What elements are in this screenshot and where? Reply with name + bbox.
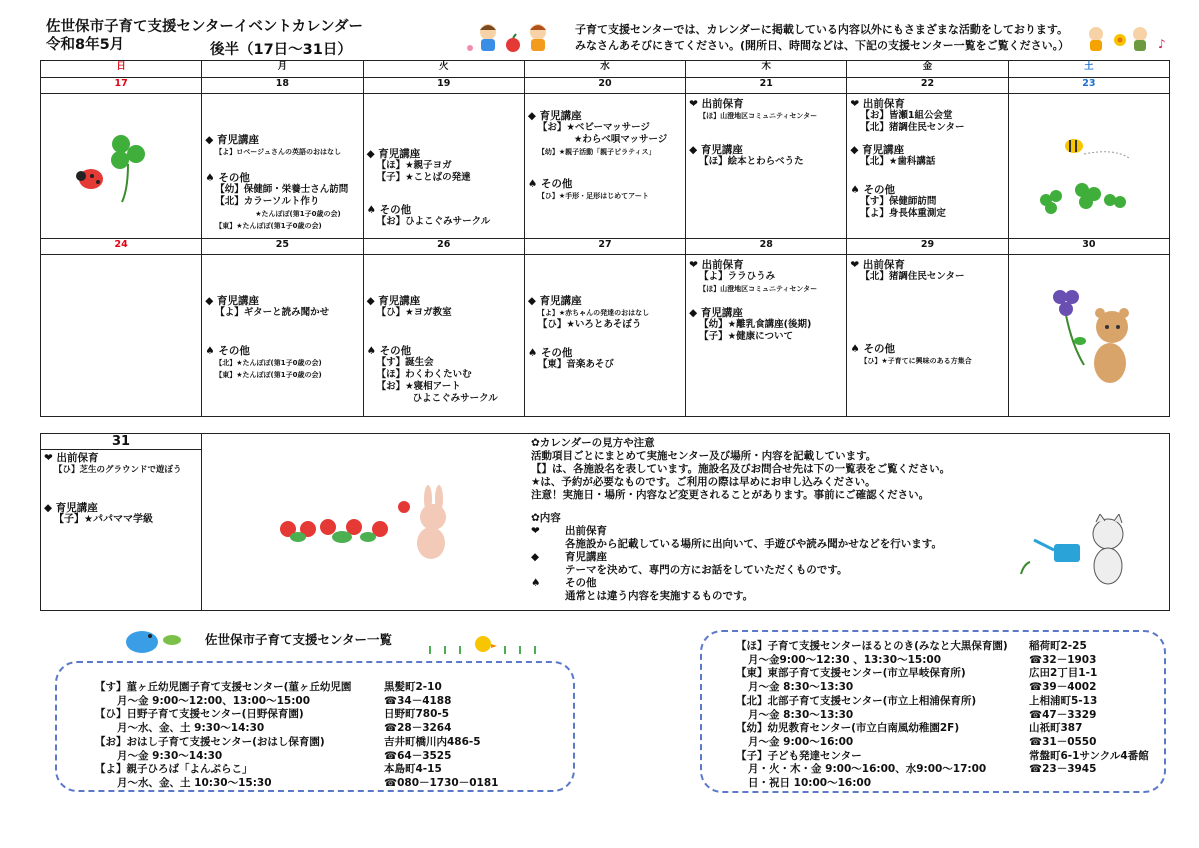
intro-line-2: みなさんあそびにきてください。(開所日、時間などは、下記の支援センター一覧をご覧ください。） <box>575 39 1070 52</box>
event-line: 【ひ】★手形・足形はじめてアート <box>537 192 649 200</box>
facility-hours: 月～金9:00～12:30 、13:30～15:00 <box>748 653 942 666</box>
facility-hours: 日・祝日 10:00～16:00 <box>748 777 872 790</box>
event-line <box>528 146 682 158</box>
facility-address: 黒髪町2-10 <box>384 681 442 693</box>
day-cell-20 <box>524 94 685 239</box>
event-row-1 <box>41 94 1170 239</box>
date-cell: 27 <box>524 239 685 255</box>
day-cell-26 <box>363 255 524 417</box>
legend-item-name: その他 <box>565 577 597 589</box>
facility-phone: ☎23－3945 <box>1029 763 1097 776</box>
legend-line: 注意！実施日・場所・内容など変更されることがあります。事前にご確認ください。 <box>531 489 930 501</box>
date-row-2 <box>41 239 1170 255</box>
day-cell-19 <box>363 94 524 239</box>
facility-name: 【東】東部子育て支援センター(市立早岐保育所) <box>736 667 966 680</box>
legend-item-desc: 通常とは違う内容を実施するものです。 <box>565 590 754 602</box>
section-header: ♠ その他 <box>850 184 895 196</box>
intro-line-1: 子育て支援センターでは、カレンダーに掲載している内容以外にもさまざまな活動をしております。 <box>575 23 1068 36</box>
event-line: 【よ】ロベージュさんの英語のおはなし <box>215 148 342 156</box>
section-header: ♠ その他 <box>366 345 412 357</box>
event-line: 【北】猪調住民センター <box>860 271 965 282</box>
kids-flower-illustration <box>1088 24 1168 54</box>
legend-item-desc: 各施設から記載している場所に出向いて、手遊びや読み聞かせなどを行います。 <box>565 538 942 550</box>
facility-phone: ☎34－4188 <box>384 694 452 707</box>
day-cell-22 <box>847 94 1008 239</box>
date-cell: 29 <box>847 239 1008 255</box>
event-line: ひよこぐみサークル <box>412 393 498 404</box>
legend-item <box>531 525 950 538</box>
facility-name: 【幼】幼児教育センター(市立白南風幼稚園2F) <box>736 722 960 735</box>
facility-contacts-left <box>384 681 498 791</box>
event-line: 【よ】身長体重測定 <box>860 208 946 219</box>
facility-list-title: 佐世保市子育て支援センター一覧 <box>205 632 393 647</box>
date-cell: 20 <box>524 78 685 94</box>
heart-icon: ❤ <box>531 525 540 537</box>
date-cell: 26 <box>363 239 524 255</box>
facility-phone: ☎31－0550 <box>1029 735 1097 748</box>
legend-title: ✿カレンダーの見方や注意 <box>531 437 655 449</box>
event-line: 【す】誕生会 <box>376 357 434 368</box>
event-line: 【よ】ララひうみ <box>699 271 776 282</box>
event-line: 【ほ】★親子ヨガ <box>376 160 452 171</box>
day-cell-31 <box>40 433 202 611</box>
facility-name: 【ひ】日野子育て支援センター(日野保育園) <box>95 708 304 721</box>
facility-address: 吉井町橋川内486-5 <box>384 735 481 748</box>
event-line: 【幼】保健師・栄養士さん訪問 <box>215 184 349 195</box>
section-header: ◆ 育児講座 <box>205 134 260 146</box>
title-text: 佐世保市子育て支援センターイベントカレンダー <box>46 19 364 35</box>
era-text: 令和8年5月 <box>46 37 125 53</box>
intro-text <box>575 22 1069 54</box>
legend-item-name: 出前保育 <box>565 525 607 537</box>
facility-hours: 月～水、金、土 9:30～14:30 <box>117 722 265 735</box>
event-line: 【ひ】芝生のグラウンドで遊ぼう <box>54 465 182 475</box>
facility-name: 【す】菫ヶ丘幼児園子育て支援センター(菫ヶ丘幼児園 <box>95 681 352 693</box>
strawberry-rabbit-illustration <box>276 479 451 559</box>
date-cell: 30 <box>1008 239 1169 255</box>
sprouts-bird-illustration <box>425 630 550 658</box>
event-line: 【北】★たんぽぽ(第1子0歳の会) <box>215 359 322 367</box>
event-line: 【子】★ことばの発達 <box>376 172 471 183</box>
event-line: 【東】★たんぽぽ(第1子0歳の会) <box>215 222 322 230</box>
date-cell: 21 <box>686 78 847 94</box>
legend-line: 【】は、各施設名を表しています。施設名及びお問合せ先は下の一覧表をご覧ください。 <box>531 463 951 475</box>
facility-hours: 月～金 9:30～14:30 <box>117 749 223 762</box>
section-header: ❤ 出前保育 <box>689 98 744 110</box>
facility-address: 山祇町387 <box>1029 722 1083 735</box>
children-illustration <box>460 18 555 54</box>
ladybug-clover-illustration <box>76 124 156 204</box>
event-line-text: 【ほ】山澄地区コミュニティセンター <box>699 285 818 293</box>
day-cell-18 <box>202 94 363 239</box>
weekday-sat: 土 <box>1008 61 1169 78</box>
facility-address: 稲荷町2-25 <box>1029 640 1087 652</box>
subtitle: 後半（17日～31日） <box>210 42 352 58</box>
date-cell: 22 <box>847 78 1008 94</box>
date-cell: 24 <box>41 239 202 255</box>
facility-hours: 月～金 8:30～13:30 <box>748 708 854 721</box>
event-line: 【ほ】山澄地区コミュニティセンター <box>699 112 818 120</box>
event-line: 【ひ】★ヨガ教室 <box>376 307 452 318</box>
legend-item-name: 育児講座 <box>565 551 607 563</box>
facility-box-left <box>55 661 575 792</box>
date-cell: 25 <box>202 239 363 255</box>
event-line: 【ほ】絵本とわらべうた <box>699 156 804 167</box>
event-line: 【お】★寝相アート <box>376 381 461 392</box>
facility-phone: ☎47－3329 <box>1029 708 1097 721</box>
date-row-1 <box>41 78 1170 94</box>
event-line: 【東】音楽あそび <box>537 359 614 370</box>
event-line: 【よ】ギターと読み聞かせ <box>215 307 330 318</box>
spade-icon: ♠ <box>531 577 541 589</box>
day-cell-29 <box>847 255 1008 417</box>
facility-name: 【よ】親子ひろば「よんぷらこ」 <box>95 763 253 776</box>
event-line: 【お】★ベビーマッサージ <box>537 122 650 133</box>
facility-phone: ☎080－1730－0181 <box>384 776 499 789</box>
facility-address: 上相浦町5-13 <box>1029 694 1098 707</box>
facility-contacts-right <box>1029 640 1149 777</box>
facility-phone: ☎28－3264 <box>384 722 452 735</box>
content-title: ✿内容 <box>531 512 561 524</box>
section-header: ♠ その他 <box>205 172 250 184</box>
facility-name: 【お】おはし子育て支援センター(おはし保育園) <box>95 735 325 748</box>
facility-hours: 月～水、金、土 10:30～15:30 <box>117 776 272 789</box>
event-line: 【幼】★離乳食講座(後期) <box>699 319 812 330</box>
event-line: ★わらべ唄マッサージ <box>573 134 668 145</box>
facility-address: 広田2丁目1-1 <box>1029 667 1098 680</box>
weekday-sun: 日 <box>41 61 202 78</box>
diamond-icon: ◆ <box>531 551 540 563</box>
event-line: 【北】猪調住民センター <box>860 122 965 133</box>
facility-name: 【ほ】子育て支援センターほるとのき(みなと大黒保育園) <box>736 640 1008 652</box>
section-header: ◆ 育児講座 <box>205 295 260 307</box>
bee-clover-illustration <box>1034 134 1134 224</box>
facility-name: 【子】子ども発達センター <box>736 749 862 762</box>
facility-address: 本島町4-15 <box>384 763 442 776</box>
weekday-thu: 木 <box>686 61 847 78</box>
day-cell-27 <box>524 255 685 417</box>
event-line: 【ひ】★いろとあそぼう <box>537 319 642 330</box>
facility-address: 常盤町6-1サンクル4番館 <box>1029 749 1149 762</box>
date-cell: 23 <box>1008 78 1169 94</box>
weekday-tue: 火 <box>363 61 524 78</box>
facility-box-right <box>700 630 1166 793</box>
section-header: ♠ その他 <box>850 343 895 355</box>
facility-hours: 月～金 9:00～16:00 <box>748 735 854 748</box>
facility-name: 【北】北部子育て支援センター(市立上相浦保育所) <box>736 694 977 707</box>
facility-hours: 月～金 9:00～12:00、13:00～15:00 <box>117 694 311 707</box>
section-header: ◆ 育児講座 <box>44 502 98 514</box>
bird-illustration <box>120 624 185 656</box>
section-header: ❤ 出前保育 <box>850 98 905 110</box>
legend-item <box>531 577 950 590</box>
day-cell-24 <box>41 255 202 417</box>
section-header: ♠ その他 <box>366 204 412 216</box>
event-line: 【北】カラーソルト作り <box>215 196 320 207</box>
event-line: 【ひ】★子育てに興味のある方集合 <box>860 357 972 365</box>
event-line: 【お】ひよこぐみサークル <box>376 216 491 227</box>
event-line: 【子】★パパママ学級 <box>54 514 153 525</box>
facility-hours: 月～金 8:30～13:30 <box>748 681 854 694</box>
event-line: 【北】★歯科講話 <box>860 156 936 167</box>
section-header: ◆ 育児講座 <box>689 144 743 156</box>
legend-panel <box>201 433 1170 611</box>
event-line: 【東】★たんぽぽ(第1子0歳の会) <box>215 371 322 379</box>
section-header: ◆ 育児講座 <box>527 110 582 122</box>
section-header: ♠ その他 <box>527 178 573 190</box>
event-row-2 <box>41 255 1170 417</box>
event-line <box>528 307 682 319</box>
legend-line: 活動項目ごとにまとめて実施センター及び場所・内容を記載しています。 <box>531 450 877 462</box>
section-header: ❤ 出前保育 <box>689 259 744 271</box>
section-header: ◆ 育児講座 <box>850 144 905 156</box>
section-header: ❤ 出前保育 <box>850 259 905 271</box>
day-cell-25 <box>202 255 363 417</box>
facility-names-left <box>95 681 351 791</box>
event-line: 【子】★健康について <box>699 331 793 342</box>
section-header: ◆ 育児講座 <box>366 148 421 160</box>
event-line: 【お】皆瀬1組公会堂 <box>860 110 953 121</box>
facility-phone: ☎32－1903 <box>1029 653 1097 666</box>
day-cell-21 <box>686 94 847 239</box>
date-cell: 31 <box>41 434 201 450</box>
day-cell-28 <box>686 255 847 417</box>
section-header: ◆ 育児講座 <box>366 295 421 307</box>
weekday-row <box>41 61 1170 78</box>
svg-text:♪: ♪ <box>1158 37 1166 51</box>
day-cell-23 <box>1008 94 1169 239</box>
facility-hours: 月・火・木・金 9:00～16:00、水9:00～17:00 <box>748 763 987 776</box>
event-line: ★たんぽぽ(第1子0歳の会) <box>255 210 341 218</box>
event-line: 【ほ】わくわくたいむ <box>376 369 472 380</box>
section-header: ♠ その他 <box>527 347 573 359</box>
section-header: ◆ 育児講座 <box>689 307 743 319</box>
legend-text <box>531 437 950 603</box>
event-line: 【す】保健師訪問 <box>860 196 937 207</box>
facility-names-right <box>736 640 1008 791</box>
weekday-wed: 水 <box>524 61 685 78</box>
facility-address: 日野町780-5 <box>384 708 450 721</box>
event-line-text: 【よ】★赤ちゃんの発達のおはなし <box>537 309 650 317</box>
date-cell: 19 <box>363 78 524 94</box>
event-line-text: 【幼】★親子活動「親子ピラティス」 <box>537 148 656 156</box>
date-cell: 18 <box>202 78 363 94</box>
date-cell: 28 <box>686 239 847 255</box>
facility-phone: ☎64－3525 <box>384 749 452 762</box>
calendar-table <box>40 60 1170 417</box>
bear-violet-illustration <box>1044 285 1144 395</box>
facility-phone: ☎39－4002 <box>1029 681 1097 694</box>
cat-watering-can-illustration <box>1016 514 1136 589</box>
event-line <box>689 283 843 295</box>
legend-item <box>531 551 950 564</box>
section-header: ♠ その他 <box>205 345 250 357</box>
section-header: ❤ 出前保育 <box>44 452 99 464</box>
day-cell-30 <box>1008 255 1169 417</box>
weekday-mon: 月 <box>202 61 363 78</box>
date-cell: 17 <box>41 78 202 94</box>
section-header: ◆ 育児講座 <box>527 295 582 307</box>
legend-item-desc: テーマを決めて、専門の方にお話をしていただくものです。 <box>565 564 848 576</box>
day-cell-17 <box>41 94 202 239</box>
weekday-fri: 金 <box>847 61 1008 78</box>
legend-line: ★は、予約が必要なものです。ご利用の際は早めにお申し込みください。 <box>531 476 876 488</box>
